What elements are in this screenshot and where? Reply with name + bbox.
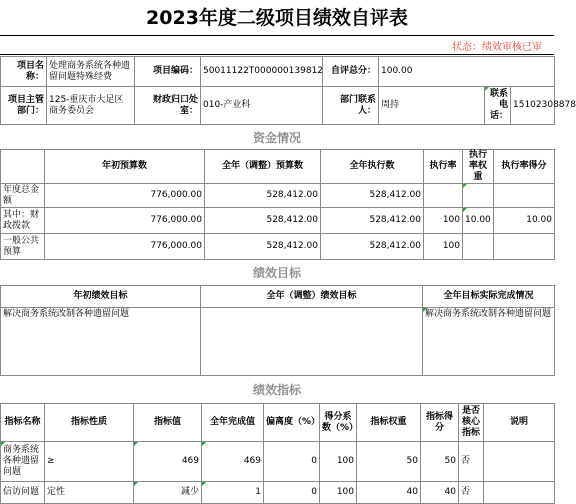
funds-cell-executed: 528,412.00 xyxy=(321,208,424,234)
funds-header-executed: 全年执行数 xyxy=(321,150,424,184)
funds-row-name: 其中：财政拨款 xyxy=(1,208,45,234)
ind-cell-name: 信访问题 xyxy=(1,482,45,504)
table-row xyxy=(1,482,555,504)
funds-cell-weight: 10.00 xyxy=(463,208,494,234)
funds-row-name: 年度总金额 xyxy=(1,184,45,208)
ind-header-note: 说明 xyxy=(484,404,555,442)
funds-header-weight: 执行率权重 xyxy=(463,150,494,184)
funds-cell-score xyxy=(494,234,555,260)
ind-cell-coef: 100 xyxy=(320,442,357,482)
funds-cell-rate xyxy=(424,184,463,208)
contact-value: 周持 xyxy=(379,87,485,125)
funds-row-name: 一般公共预算 xyxy=(1,234,45,260)
project-info-table xyxy=(0,56,576,125)
dept-label: 项目主管部门： xyxy=(1,87,47,125)
goals-header-row xyxy=(1,286,555,308)
ind-cell-value: 减少 xyxy=(134,482,202,504)
finance-label: 财政归口处室： xyxy=(135,87,201,125)
funds-cell-score xyxy=(494,184,555,208)
funds-row-fiscal xyxy=(1,208,555,234)
ind-cell-completed: 469 xyxy=(202,442,264,482)
ind-cell-note xyxy=(484,482,555,504)
ind-header-core: 是否核心指标 xyxy=(459,404,484,442)
info-row-2 xyxy=(1,87,555,125)
indicators-section-title: 绩效指标 xyxy=(252,383,301,397)
ind-cell-deviation: 0 xyxy=(264,482,320,504)
ind-header-nature: 指标性质 xyxy=(45,404,134,442)
funds-header-rate: 执行率 xyxy=(424,150,463,184)
project-code-value: 50011122T000000139812 xyxy=(201,57,323,87)
funds-cell-weight xyxy=(463,234,494,260)
goals-header-actual: 全年目标实际完成情况 xyxy=(423,286,555,308)
project-name-value: 处理商务系统各种遗留问题特殊经费 xyxy=(47,57,135,87)
score-label: 自评总分： xyxy=(323,57,379,87)
ind-cell-weight: 50 xyxy=(357,442,421,482)
ind-cell-score: 50 xyxy=(421,442,459,482)
ind-header-weight: 指标权重 xyxy=(357,404,421,442)
funds-cell-score: 10.00 xyxy=(494,208,555,234)
ind-cell-score: 40 xyxy=(421,482,459,504)
funds-cell-executed: 528,412.00 xyxy=(321,234,424,260)
ind-cell-core: 否 xyxy=(459,442,484,482)
funds-cell-adjusted: 528,412.00 xyxy=(205,208,321,234)
ind-cell-deviation: 0 xyxy=(264,442,320,482)
funds-cell-rate: 100 xyxy=(424,208,463,234)
phone-value: 15102308878 xyxy=(511,87,555,125)
funds-cell-executed: 528,412.00 xyxy=(321,184,424,208)
finance-value: 010-产业科 xyxy=(201,87,323,125)
funds-table xyxy=(0,149,555,260)
goals-section-title: 绩效目标 xyxy=(252,266,301,280)
goals-table xyxy=(0,285,555,376)
funds-cell-rate: 100 xyxy=(424,234,463,260)
project-code-label: 项目编码： xyxy=(135,57,201,87)
funds-cell-initial: 776,000.00 xyxy=(45,208,205,234)
ind-cell-completed: 1 xyxy=(202,482,264,504)
funds-row-public xyxy=(1,234,555,260)
goals-adjusted-text xyxy=(201,308,423,376)
funds-cell-adjusted: 528,412.00 xyxy=(205,234,321,260)
ind-cell-name: 商务系统各种遗留问题 xyxy=(1,442,45,482)
project-name-label: 项目名称： xyxy=(1,57,47,87)
ind-cell-note xyxy=(484,442,555,482)
ind-header-name: 指标名称 xyxy=(1,404,45,442)
page-title: 2023年度二级项目绩效自评表 xyxy=(146,7,408,29)
ind-header-value: 指标值 xyxy=(134,404,202,442)
funds-header-row xyxy=(1,150,555,184)
score-value: 100.00 xyxy=(379,57,555,87)
ind-cell-coef: 100 xyxy=(320,482,357,504)
ind-cell-value: 469 xyxy=(134,442,202,482)
goals-actual-text: 解决商务系统改制各种遗留问题 xyxy=(423,308,555,376)
funds-header-score: 执行率得分 xyxy=(494,150,555,184)
dept-value: 125-重庆市大足区商务委员会 xyxy=(47,87,135,125)
funds-header-blank xyxy=(1,150,45,184)
funds-header-initial: 年初预算数 xyxy=(45,150,205,184)
title-divider xyxy=(0,35,554,36)
info-row-1 xyxy=(1,57,555,87)
ind-cell-nature: ≥ xyxy=(45,442,134,482)
funds-cell-initial: 776,000.00 xyxy=(45,234,205,260)
ind-cell-core: 否 xyxy=(459,482,484,504)
funds-section-title: 资金情况 xyxy=(252,131,301,145)
indicators-table xyxy=(0,403,555,504)
funds-cell-weight xyxy=(463,184,494,208)
goals-header-adjusted: 全年（调整）绩效目标 xyxy=(201,286,423,308)
table-row xyxy=(1,442,555,482)
funds-header-adjusted: 全年（调整）预算数 xyxy=(205,150,321,184)
ind-cell-nature: 定性 xyxy=(45,482,134,504)
ind-header-score: 指标得分 xyxy=(421,404,459,442)
funds-cell-adjusted: 528,412.00 xyxy=(205,184,321,208)
ind-cell-weight: 40 xyxy=(357,482,421,504)
goals-initial-text: 解决商务系统改制各种遗留问题 xyxy=(1,308,201,376)
status-divider xyxy=(0,54,554,55)
funds-row-total xyxy=(1,184,555,208)
contact-label: 部门联系人： xyxy=(323,87,379,125)
funds-cell-initial: 776,000.00 xyxy=(45,184,205,208)
status-badge: 状态：绩效审核已审 xyxy=(452,42,542,53)
goals-content-row xyxy=(1,308,555,376)
indicators-header-row xyxy=(1,404,555,442)
phone-label: 联系电话： xyxy=(485,87,511,125)
goals-header-initial: 年初绩效目标 xyxy=(1,286,201,308)
ind-header-coef: 得分系数（%） xyxy=(320,404,357,442)
ind-header-deviation: 偏离度（%） xyxy=(264,404,320,442)
ind-header-completed: 全年完成值 xyxy=(202,404,264,442)
